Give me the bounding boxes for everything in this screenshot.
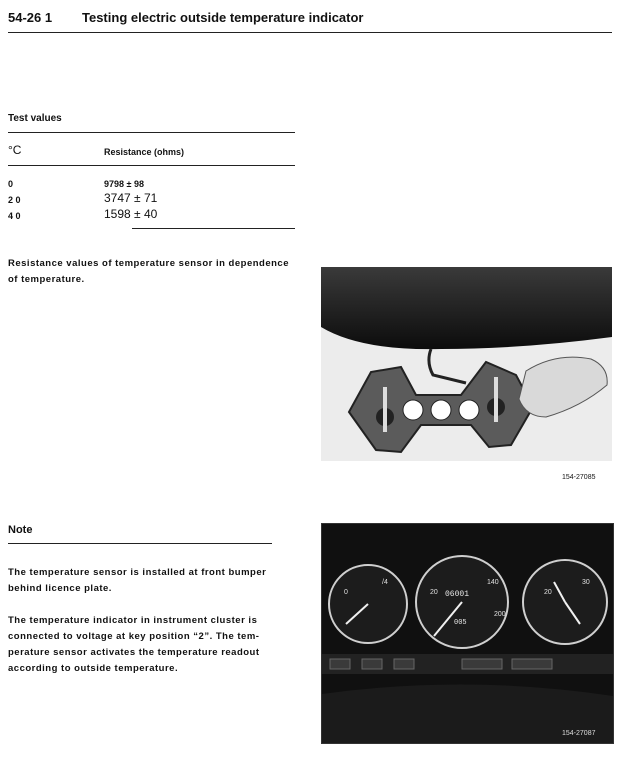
table-row-temp: 0 [8,179,14,189]
note-rule [8,543,272,544]
svg-text:20: 20 [430,589,438,596]
figure-id: 154-27087 [562,730,596,737]
instrument-cluster-illustration [322,524,613,743]
page-title: Testing electric outside temperature indicator [82,10,364,25]
table-row-temp: 4 0 [8,211,21,221]
trip-readout: 005 [454,619,467,627]
table-header-rule [8,165,295,166]
table-row-resistance: 3747 ± 71 [104,191,158,205]
sensor-illustration [321,267,612,461]
section-code: 54-26 1 [8,10,53,25]
instrument-cluster-photo [321,523,614,744]
table-bottom-rule [132,228,295,229]
figure-id: 154-27085 [562,474,596,481]
table-top-rule [8,132,295,133]
temperature-column-header: °C [8,143,22,157]
svg-text:200: 200 [494,611,506,618]
header-rule [8,32,612,33]
resistance-column-header: Resistance (ohms) [104,147,185,157]
note-paragraph: The temperature indicator in instrument cluster is connected to voltage at key position “2”. The tem- perature sensor activates the temperature readout according to outside temperature. [8,615,260,674]
table-row-resistance: 9798 ± 98 [104,179,144,189]
table-row-resistance: 1598 ± 40 [104,207,158,221]
table-caption: Resistance values of temperature sensor in dependence of temperature. [8,258,289,285]
svg-text:140: 140 [487,579,499,586]
note-paragraph: The temperature sensor is installed at front bumper behind licence plate. [8,567,267,594]
test-values-heading: Test values [8,113,62,124]
odometer-readout: 06001 [445,590,470,599]
sensor-photo [321,267,612,461]
svg-text:20: 20 [544,589,552,596]
note-heading: Note [8,524,33,536]
svg-text:0: 0 [344,589,348,596]
table-row-temp: 2 0 [8,195,21,205]
svg-text:30: 30 [582,579,590,586]
svg-text:/4: /4 [382,579,388,586]
